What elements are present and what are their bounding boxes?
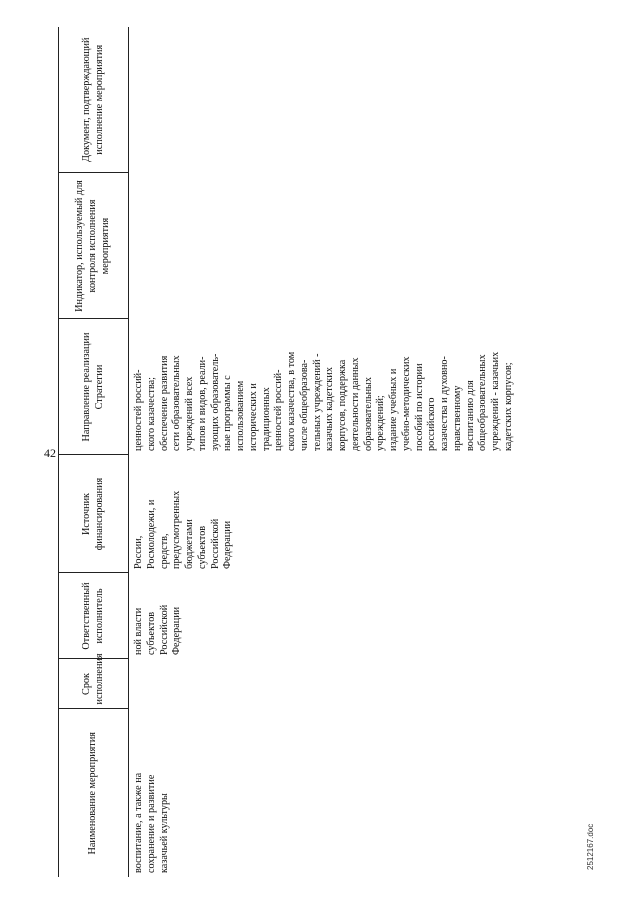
cell-text-line: числе общеобразова- — [298, 359, 310, 451]
cell-text-line: казачества и духовно- — [439, 356, 450, 451]
header-event-name: Наименование мероприятия — [59, 709, 129, 877]
cell-text-line: средств, — [158, 533, 170, 569]
header-funding: Источник финансирования — [59, 455, 129, 573]
cell-text-line: исторических и — [247, 383, 259, 451]
cell-text-line: зующих образователь- — [209, 353, 221, 451]
cell-text-line: учреждений - казачьих — [490, 351, 501, 451]
table-row — [129, 27, 629, 877]
cell-text-line: учреждений всех — [184, 376, 195, 451]
document-file-code: 2512167.doc — [586, 823, 595, 870]
cell-text-line: казачьих кадетских — [324, 367, 336, 451]
cell-text-line: ценностей россий- — [133, 369, 144, 451]
table-header-row — [59, 27, 129, 877]
cell-text-line: предусмотренных — [171, 490, 183, 569]
cell-text-line: учреждений; — [375, 395, 387, 451]
cell-text-line: ского казачества, в том — [286, 351, 297, 451]
cell-text-line: Росмолодежи, и — [145, 499, 157, 569]
header-responsible: Ответственный исполнитель — [59, 573, 129, 659]
cell-text-line: Российской — [158, 604, 170, 655]
cell-text-line: обеспечение развития — [158, 355, 170, 451]
cell-text-line: традиционных — [260, 387, 272, 451]
cell-text-line: воспитание, а также на — [133, 772, 144, 873]
cell-text-line: пособий по истории — [413, 363, 425, 451]
cell-text-line: издание учебных и — [388, 368, 399, 451]
cell-text-line: воспитанию для — [464, 380, 476, 451]
cell-text-line: субъектов — [145, 611, 157, 655]
cell-text-line: нравственному — [451, 385, 463, 451]
cell-text-line: ценностей россий- — [273, 369, 285, 451]
rotated-table-page — [58, 27, 628, 877]
cell-text-line: Федерации — [222, 520, 234, 569]
cell-text-line: типов и видов, реали- — [196, 356, 208, 451]
header-indicator: Индикатор, используемый для контроля исполнения мероприятия — [59, 173, 129, 319]
cell-text-line: деятельности данных — [349, 357, 361, 451]
cell-text-line: корпусов, поддержка — [337, 359, 348, 451]
cell-text-line: субъектов — [196, 525, 208, 569]
cell-text-line: сети образовательных — [171, 355, 183, 451]
cell-text-line: России, — [133, 535, 144, 569]
cell-text-line: ной власти — [133, 607, 144, 655]
header-deadline: Срок исполнения — [59, 659, 129, 709]
cell-text-line: казачьей культуры — [158, 793, 170, 873]
cell-event-name — [129, 709, 629, 877]
cell-text-line: Федерации — [171, 606, 183, 655]
cell-text-line: Российской — [209, 518, 221, 569]
cell-document — [129, 27, 629, 173]
cell-text-line: использованием — [235, 380, 246, 451]
cell-text-line: тельных учреждений - — [311, 353, 323, 451]
cell-text-line: общеобразовательных — [477, 354, 489, 451]
header-document: Документ, подтверждающий исполнение мероприятия — [59, 27, 129, 173]
cell-text-line: бюджетами — [184, 519, 195, 569]
cell-indicator — [129, 173, 629, 319]
cell-responsible — [129, 573, 629, 659]
cell-text-line: ные программы с — [222, 375, 234, 451]
events-table — [58, 27, 628, 877]
cell-text-line: образовательных — [362, 377, 374, 451]
cell-text-line: российского — [426, 397, 438, 451]
cell-text-line: сохранение и развитие — [145, 774, 157, 873]
cell-direction — [129, 319, 629, 455]
cell-funding — [129, 455, 629, 573]
page-number: 42 — [44, 446, 56, 460]
cell-text-line: кадетских корпусов; — [502, 362, 514, 451]
cell-deadline — [129, 659, 629, 709]
cell-text-line: учебно-методических — [400, 356, 412, 451]
header-direction: Направление реализации Стратегии — [59, 319, 129, 455]
cell-text-line: ского казачества; — [145, 377, 157, 451]
